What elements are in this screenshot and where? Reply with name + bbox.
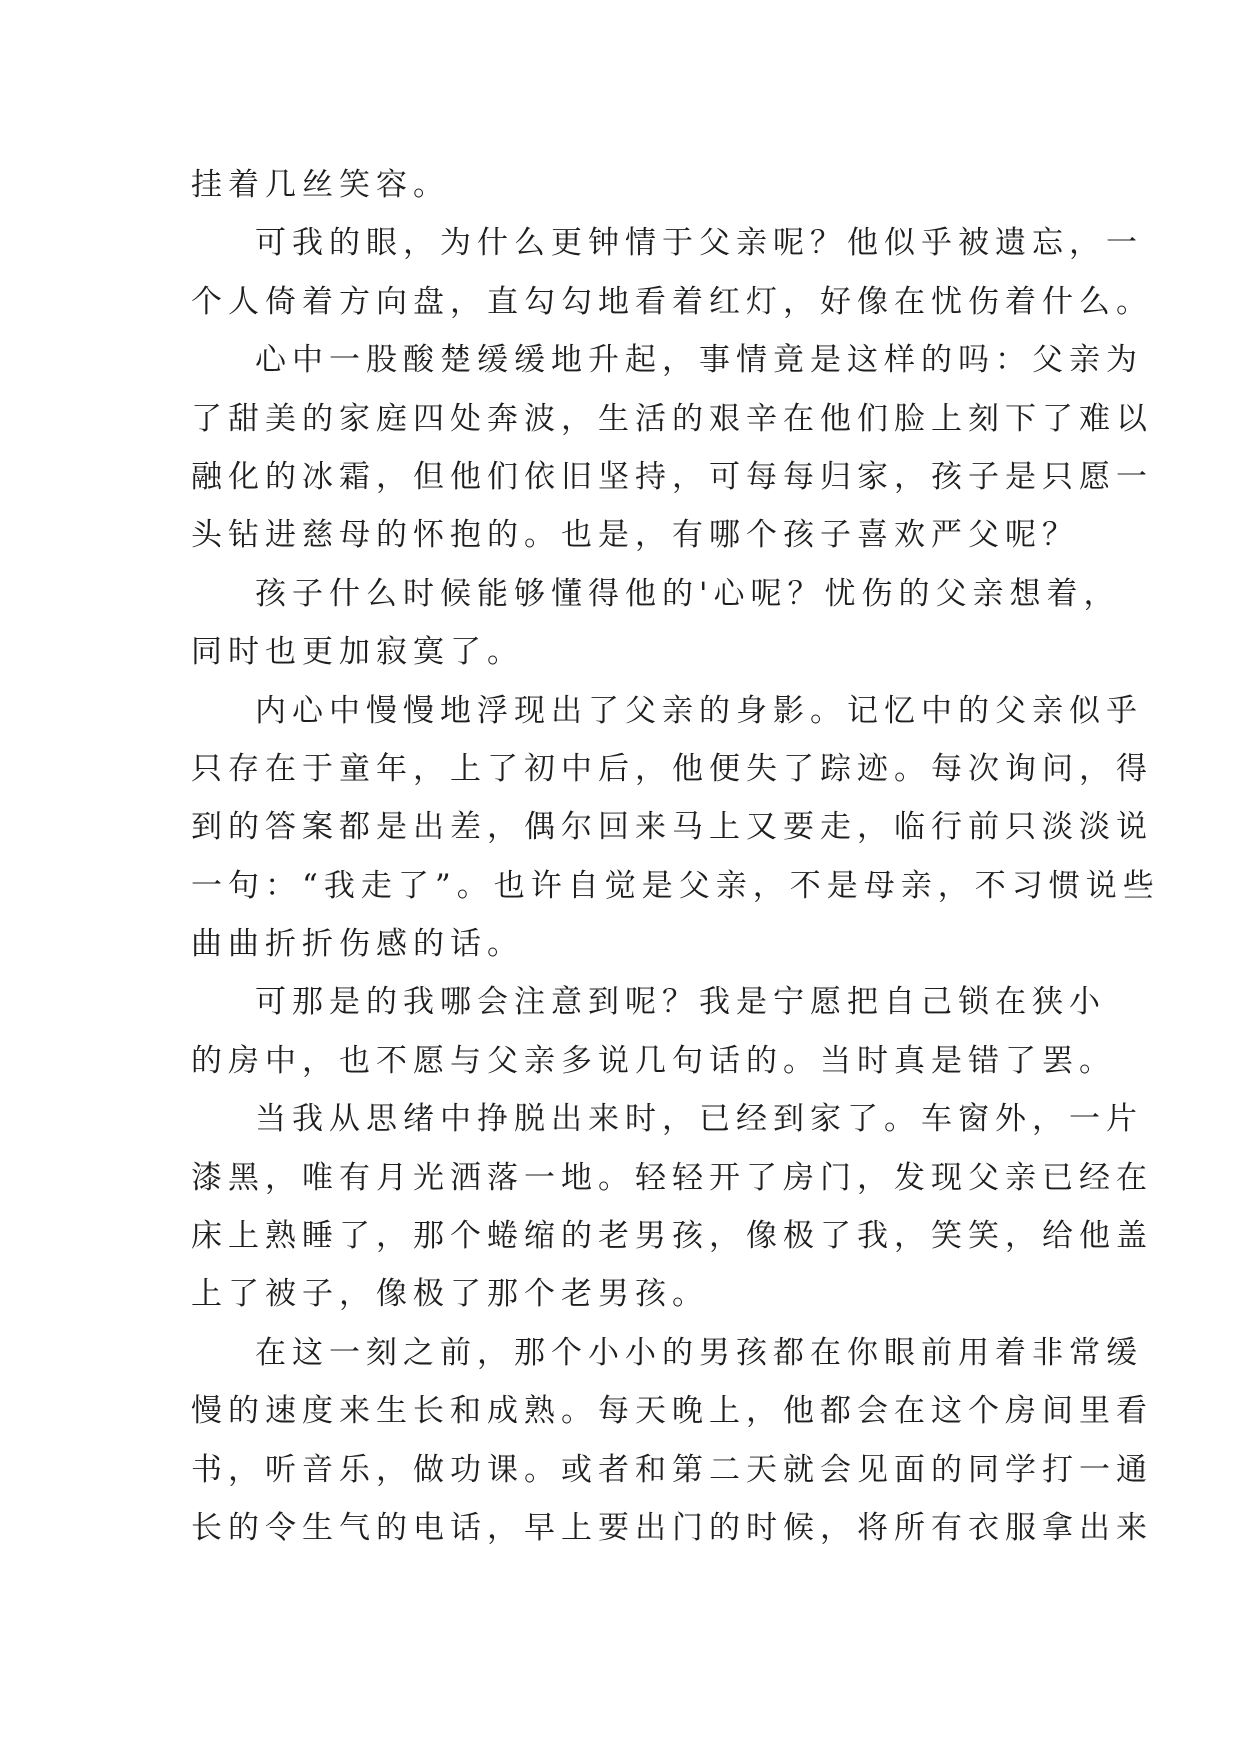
paragraph-start-line: 可那是的我哪会注意到呢？我是宁愿把自己锁在狭小 bbox=[255, 984, 1106, 1021]
text-line: 书，听音乐，做功课。或者和第二天就会见面的同学打一通 bbox=[191, 1451, 1153, 1488]
text-line: 曲曲折折伤感的话。 bbox=[191, 926, 524, 963]
text-line: 只存在于童年，上了初中后，他便失了踪迹。每次询问，得 bbox=[191, 750, 1153, 787]
text-line: 的房中，也不愿与父亲多说几句话的。当时真是错了罢。 bbox=[191, 1042, 1116, 1079]
text-line: 漆黑，唯有月光洒落一地。轻轻开了房门，发现父亲已经在 bbox=[191, 1159, 1153, 1196]
paragraph-start-line: 心中一股酸楚缓缓地升起，事情竟是这样的吗：父亲为 bbox=[255, 342, 1143, 379]
body-text bbox=[191, 156, 1160, 1557]
text-line: 挂着几丝笑容。 bbox=[191, 167, 450, 203]
paragraph-start-line: 在这一刻之前，那个小小的男孩都在你眼前用着非常缓 bbox=[255, 1334, 1143, 1371]
text-line: 长的令生气的电话，早上要出门的时候，将所有衣服拿出来 bbox=[191, 1509, 1153, 1546]
paragraph-start-line: 当我从思绪中挣脱出来时，已经到家了。车窗外，一片 bbox=[255, 1101, 1143, 1138]
paragraph-start-line: 内心中慢慢地浮现出了父亲的身影。记忆中的父亲似乎 bbox=[255, 692, 1143, 729]
text-line: 床上熟睡了，那个蜷缩的老男孩，像极了我，笑笑，给他盖 bbox=[191, 1218, 1153, 1255]
paragraph-start-line: 孩子什么时候能够懂得他的'心呢？忧伤的父亲想着， bbox=[255, 575, 1121, 612]
text-line: 一句：“我走了”。也许自觉是父亲，不是母亲，不习惯说些 bbox=[191, 867, 1160, 904]
text-line: 同时也更加寂寞了。 bbox=[191, 634, 524, 671]
text-line: 到的答案都是出差，偶尔回来马上又要走，临行前只淡淡说 bbox=[191, 809, 1153, 846]
text-line: 上了被子，像极了那个老男孩。 bbox=[191, 1276, 709, 1313]
text-line: 了甜美的家庭四处奔波，生活的艰辛在他们脸上刻下了难以 bbox=[191, 400, 1153, 437]
text-line: 个人倚着方向盘，直勾勾地看着红灯，好像在忧伤着什么。 bbox=[191, 283, 1153, 320]
text-line: 头钻进慈母的怀抱的。也是，有哪个孩子喜欢严父呢？ bbox=[191, 517, 1079, 554]
paragraph-start-line: 可我的眼，为什么更钟情于父亲呢？他似乎被遗忘，一 bbox=[255, 225, 1143, 262]
text-line: 慢的速度来生长和成熟。每天晚上，他都会在这个房间里看 bbox=[191, 1393, 1153, 1430]
text-line: 融化的冰霜，但他们依旧坚持，可每每归家，孩子是只愿一 bbox=[191, 458, 1153, 495]
